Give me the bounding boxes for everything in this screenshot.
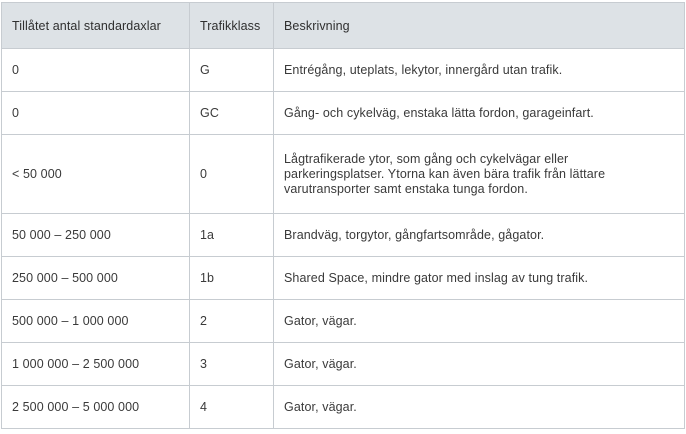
header-row <box>2 3 685 49</box>
cell-axles: 1 000 000 – 2 500 000 <box>2 343 190 386</box>
cell-description: Gator, vägar. <box>274 386 685 429</box>
cell-axles: 500 000 – 1 000 000 <box>2 300 190 343</box>
cell-axles: 250 000 – 500 000 <box>2 257 190 300</box>
cell-traffic-class: 3 <box>190 343 274 386</box>
cell-description: Entrégång, uteplats, lekytor, innergård utan trafik. <box>274 49 685 92</box>
traffic-class-table <box>1 2 685 429</box>
cell-description: Gator, vägar. <box>274 300 685 343</box>
header-axles: Tillåtet antal standardaxlar <box>2 3 190 49</box>
cell-description: Brandväg, torgytor, gångfartsområde, gågator. <box>274 214 685 257</box>
cell-description: Gång- och cykelväg, enstaka lätta fordon, garageinfart. <box>274 92 685 135</box>
header-description: Beskrivning <box>274 3 685 49</box>
header-traffic-class: Trafikklass <box>190 3 274 49</box>
table-row <box>2 300 685 343</box>
table-row <box>2 257 685 300</box>
cell-axles: 0 <box>2 92 190 135</box>
cell-traffic-class: G <box>190 49 274 92</box>
table-row <box>2 49 685 92</box>
cell-traffic-class: 4 <box>190 386 274 429</box>
cell-traffic-class: 1b <box>190 257 274 300</box>
cell-axles: 0 <box>2 49 190 92</box>
table-row <box>2 92 685 135</box>
table-row <box>2 386 685 429</box>
cell-description: Lågtrafikerade ytor, som gång och cykelvägar eller parkeringsplatser. Ytorna kan även bära trafik från lättare varutransporter samt enstaka tunga fordon. <box>274 135 685 214</box>
cell-axles: 50 000 – 250 000 <box>2 214 190 257</box>
cell-description: Gator, vägar. <box>274 343 685 386</box>
cell-description: Shared Space, mindre gator med inslag av tung trafik. <box>274 257 685 300</box>
cell-traffic-class: GC <box>190 92 274 135</box>
cell-traffic-class: 2 <box>190 300 274 343</box>
table-row <box>2 135 685 214</box>
table-header <box>2 3 685 49</box>
table-row <box>2 343 685 386</box>
cell-axles: 2 500 000 – 5 000 000 <box>2 386 190 429</box>
cell-traffic-class: 1a <box>190 214 274 257</box>
table-body <box>2 49 685 429</box>
cell-traffic-class: 0 <box>190 135 274 214</box>
cell-axles: < 50 000 <box>2 135 190 214</box>
table-row <box>2 214 685 257</box>
